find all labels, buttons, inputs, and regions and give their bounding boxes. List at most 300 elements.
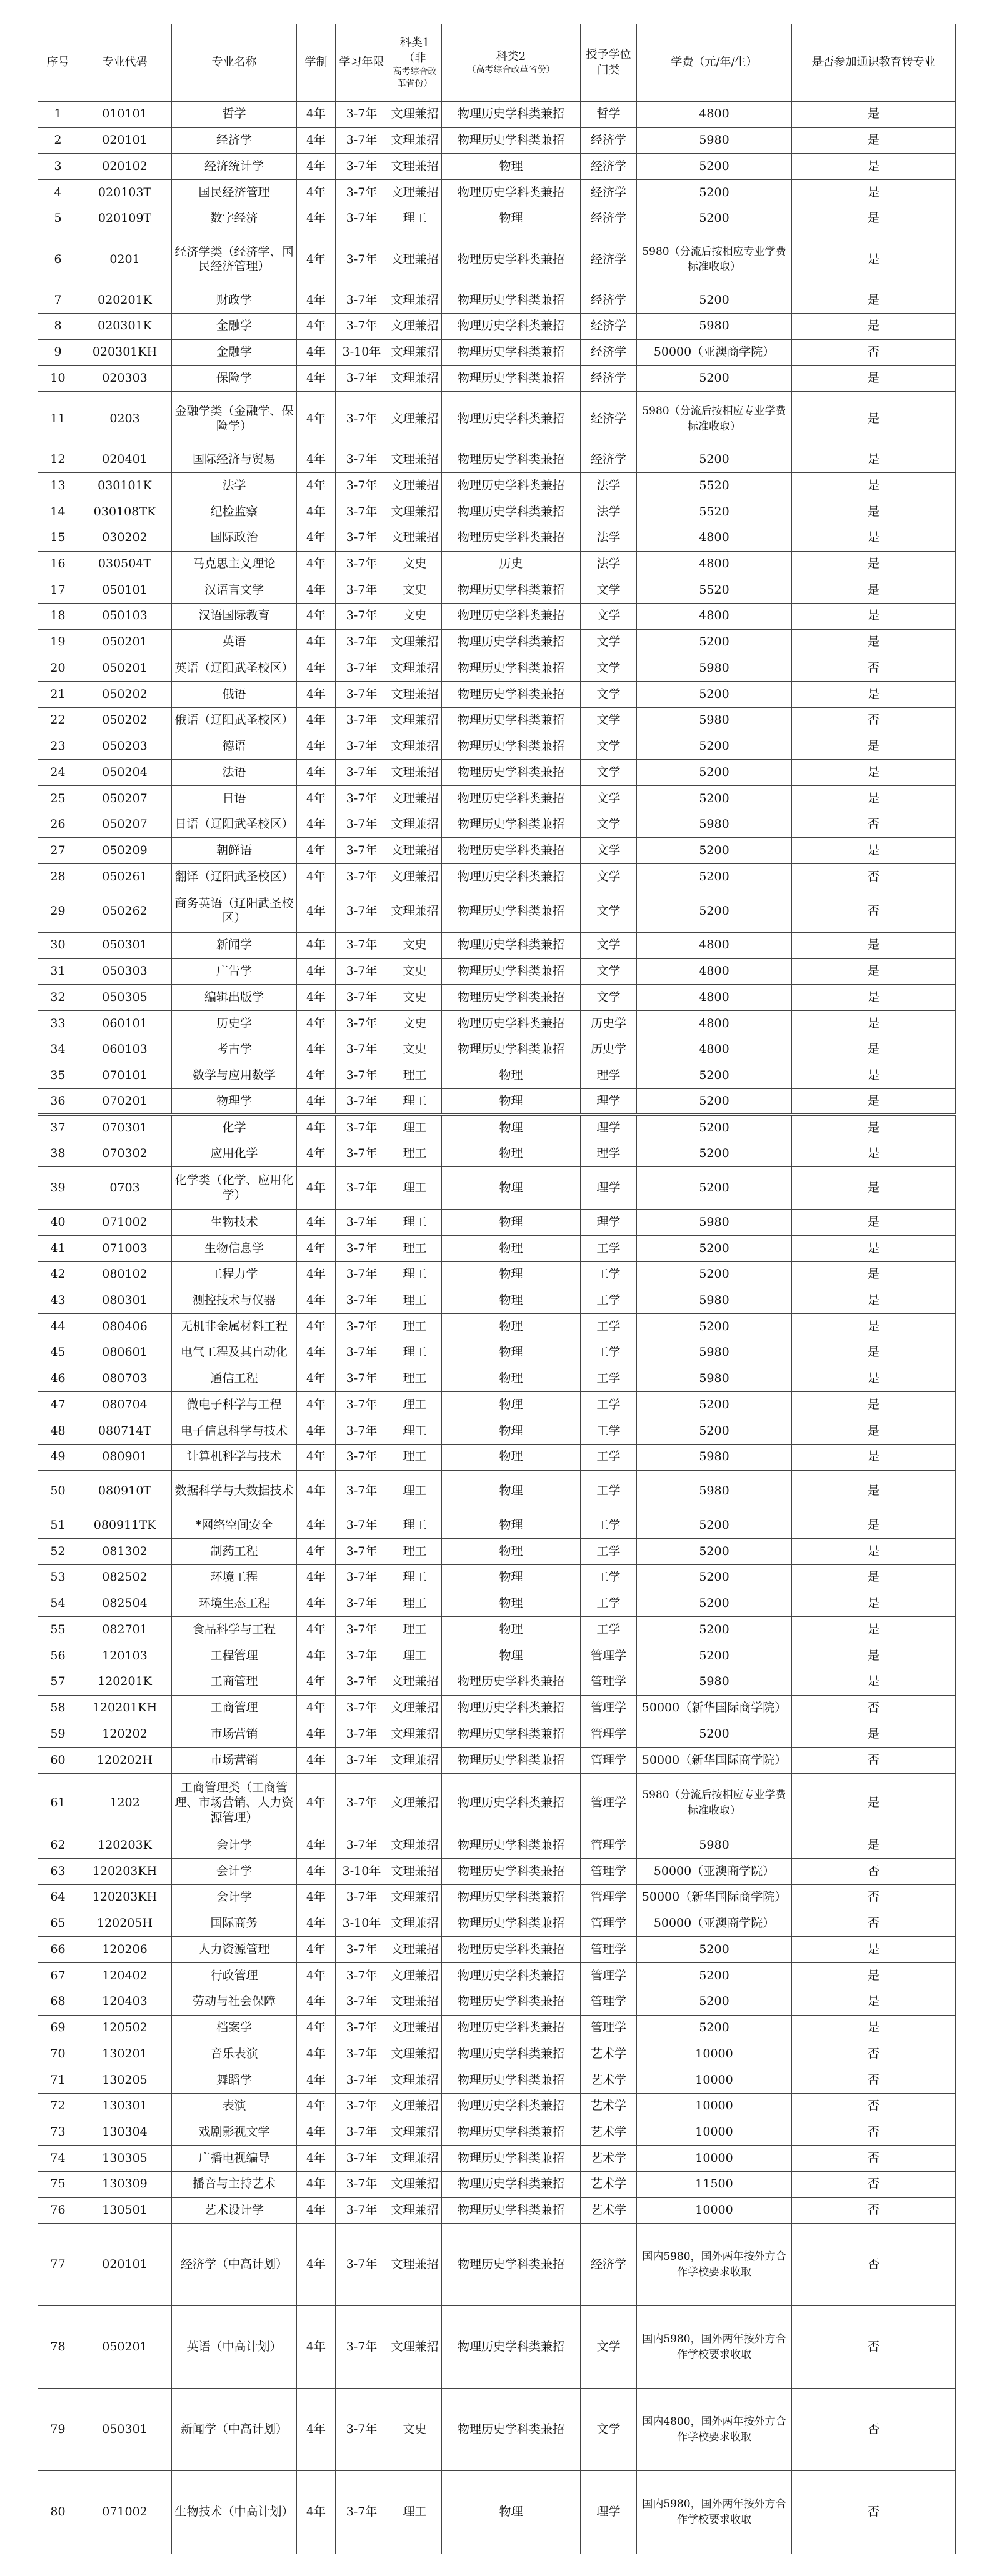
cell-code: 120203KH <box>78 1884 172 1911</box>
cell-name: 翻译（辽阳武圣校区） <box>172 864 297 890</box>
cell-seq: 71 <box>38 2067 78 2094</box>
cell-subject2: 物理历史学科类兼招 <box>442 1037 581 1063</box>
cell-fee: 5200 <box>637 287 792 314</box>
cell-subject1: 文理兼招 <box>388 339 442 366</box>
table-row <box>38 1911 956 1937</box>
cell-degree: 工学 <box>581 1418 637 1445</box>
cell-code: 080102 <box>78 1261 172 1288</box>
cell-subject2: 物理历史学科类兼招 <box>442 287 581 314</box>
cell-code: 071003 <box>78 1236 172 1262</box>
cell-subject2: 物理历史学科类兼招 <box>442 1911 581 1937</box>
cell-subject2: 物理历史学科类兼招 <box>442 2224 581 2306</box>
cell-subject1: 文理兼招 <box>388 1748 442 1774</box>
table-row <box>38 206 956 232</box>
cell-subject2: 物理 <box>442 1089 581 1115</box>
cell-subject2: 物理历史学科类兼招 <box>442 1963 581 1989</box>
table-row <box>38 655 956 682</box>
cell-seq: 7 <box>38 287 78 314</box>
cell-seq: 56 <box>38 1643 78 1669</box>
cell-transfer: 是 <box>792 1444 956 1470</box>
cell-subject1: 文史 <box>388 1037 442 1063</box>
cell-years: 3-7年 <box>336 154 388 180</box>
cell-fee: 5980 <box>637 1444 792 1470</box>
cell-transfer: 否 <box>792 2119 956 2146</box>
cell-subject2: 物理历史学科类兼招 <box>442 180 581 206</box>
cell-code: 120206 <box>78 1937 172 1963</box>
cell-subject1: 理工 <box>388 1392 442 1418</box>
cell-degree: 文学 <box>581 864 637 890</box>
cell-degree: 工学 <box>581 1470 637 1513</box>
cell-subject1: 文理兼招 <box>388 1911 442 1937</box>
cell-code: 060101 <box>78 1011 172 1037</box>
cell-code: 050201 <box>78 629 172 655</box>
table-row <box>38 2224 956 2306</box>
cell-seq: 4 <box>38 180 78 206</box>
cell-years: 3-10年 <box>336 1911 388 1937</box>
cell-name: 应用化学 <box>172 1141 297 1167</box>
cell-fee: 5200 <box>637 1721 792 1748</box>
table-row <box>38 2146 956 2172</box>
cell-system: 4年 <box>297 2389 336 2471</box>
cell-transfer: 是 <box>792 1037 956 1063</box>
header-name: 专业名称 <box>172 24 297 102</box>
cell-degree: 工学 <box>581 1340 637 1366</box>
cell-code: 130301 <box>78 2093 172 2119</box>
cell-subject2: 物理 <box>442 206 581 232</box>
cell-degree: 文学 <box>581 2306 637 2389</box>
cell-code: 080703 <box>78 1366 172 1392</box>
cell-seq: 54 <box>38 1591 78 1617</box>
cell-code: 020103T <box>78 180 172 206</box>
cell-degree: 文学 <box>581 838 637 864</box>
cell-years: 3-7年 <box>336 1591 388 1617</box>
cell-code: 020301K <box>78 313 172 339</box>
cell-transfer: 是 <box>792 1115 956 1141</box>
cell-degree: 文学 <box>581 812 637 838</box>
cell-transfer: 是 <box>792 1418 956 1445</box>
cell-code: 070101 <box>78 1063 172 1089</box>
cell-code: 020102 <box>78 154 172 180</box>
cell-transfer: 是 <box>792 154 956 180</box>
cell-name: 数字经济 <box>172 206 297 232</box>
cell-subject1: 文理兼招 <box>388 707 442 734</box>
cell-system: 4年 <box>297 1470 336 1513</box>
cell-subject2: 物理 <box>442 1513 581 1539</box>
cell-code: 082504 <box>78 1591 172 1617</box>
cell-name: *网络空间安全 <box>172 1513 297 1539</box>
cell-subject1: 文理兼招 <box>388 2041 442 2067</box>
cell-name: 艺术设计学 <box>172 2197 297 2224</box>
header-system: 学制 <box>297 24 336 102</box>
cell-subject2: 物理历史学科类兼招 <box>442 2389 581 2471</box>
cell-system: 4年 <box>297 206 336 232</box>
table-row <box>38 1617 956 1643</box>
cell-subject1: 文理兼招 <box>388 287 442 314</box>
cell-subject1: 理工 <box>388 1340 442 1366</box>
cell-transfer: 是 <box>792 577 956 604</box>
table-row <box>38 1748 956 1774</box>
cell-name: 音乐表演 <box>172 2041 297 2067</box>
cell-subject1: 理工 <box>388 1617 442 1643</box>
cell-transfer: 是 <box>792 1963 956 1989</box>
cell-fee: 5980 <box>637 313 792 339</box>
table-row <box>38 2067 956 2094</box>
cell-seq: 12 <box>38 447 78 473</box>
cell-transfer: 是 <box>792 313 956 339</box>
table-row <box>38 1210 956 1236</box>
cell-transfer: 是 <box>792 366 956 392</box>
cell-name: 考古学 <box>172 1037 297 1063</box>
cell-subject1: 文理兼招 <box>388 127 442 154</box>
cell-code: 020303 <box>78 366 172 392</box>
cell-code: 030108TK <box>78 499 172 525</box>
cell-fee: 4800 <box>637 932 792 958</box>
cell-years: 3-7年 <box>336 707 388 734</box>
cell-subject2: 物理历史学科类兼招 <box>442 838 581 864</box>
table-row <box>38 1513 956 1539</box>
cell-code: 120202 <box>78 1721 172 1748</box>
cell-subject1: 理工 <box>388 1591 442 1617</box>
cell-subject2: 物理 <box>442 1340 581 1366</box>
cell-fee: 50000（新华国际商学院） <box>637 1884 792 1911</box>
cell-system: 4年 <box>297 1444 336 1470</box>
cell-seq: 9 <box>38 339 78 366</box>
cell-years: 3-10年 <box>336 1859 388 1885</box>
cell-system: 4年 <box>297 655 336 682</box>
cell-subject2: 物理历史学科类兼招 <box>442 1721 581 1748</box>
cell-seq: 61 <box>38 1773 78 1833</box>
cell-code: 070301 <box>78 1115 172 1141</box>
cell-subject1: 文理兼招 <box>388 2119 442 2146</box>
cell-seq: 57 <box>38 1669 78 1695</box>
cell-subject2: 物理历史学科类兼招 <box>442 313 581 339</box>
table-row <box>38 127 956 154</box>
cell-fee: 10000 <box>637 2119 792 2146</box>
cell-name: 经济学 <box>172 127 297 154</box>
cell-code: 120201K <box>78 1669 172 1695</box>
cell-code: 050261 <box>78 864 172 890</box>
cell-transfer: 是 <box>792 1089 956 1115</box>
cell-code: 0703 <box>78 1167 172 1210</box>
table-row <box>38 1037 956 1063</box>
table-row <box>38 1314 956 1340</box>
cell-transfer: 是 <box>792 958 956 985</box>
cell-fee: 5980 <box>637 1669 792 1695</box>
cell-system: 4年 <box>297 682 336 708</box>
cell-degree: 管理学 <box>581 1721 637 1748</box>
cell-degree: 文学 <box>581 2389 637 2471</box>
cell-subject2: 物理 <box>442 1167 581 1210</box>
cell-subject2: 物理历史学科类兼招 <box>442 707 581 734</box>
cell-subject1: 文理兼招 <box>388 864 442 890</box>
cell-subject2: 物理历史学科类兼招 <box>442 339 581 366</box>
table-row <box>38 1115 956 1141</box>
cell-years: 3-7年 <box>336 2471 388 2554</box>
cell-degree: 法学 <box>581 525 637 551</box>
cell-code: 080601 <box>78 1340 172 1366</box>
cell-subject1: 文理兼招 <box>388 366 442 392</box>
cell-transfer: 是 <box>792 1989 956 2015</box>
cell-fee: 5200 <box>637 1236 792 1262</box>
cell-code: 050207 <box>78 812 172 838</box>
cell-years: 3-10年 <box>336 339 388 366</box>
cell-transfer: 否 <box>792 2197 956 2224</box>
cell-seq: 32 <box>38 985 78 1011</box>
cell-transfer: 否 <box>792 812 956 838</box>
cell-subject1: 理工 <box>388 2471 442 2554</box>
cell-degree: 文学 <box>581 734 637 760</box>
header-seq: 序号 <box>38 24 78 102</box>
cell-fee: 50000（新华国际商学院） <box>637 1695 792 1721</box>
cell-code: 020101 <box>78 2224 172 2306</box>
cell-name: 德语 <box>172 734 297 760</box>
cell-years: 3-7年 <box>336 2197 388 2224</box>
cell-code: 130304 <box>78 2119 172 2146</box>
cell-transfer: 否 <box>792 655 956 682</box>
cell-degree: 工学 <box>581 1565 637 1591</box>
cell-fee: 5200 <box>637 682 792 708</box>
cell-degree: 管理学 <box>581 1773 637 1833</box>
cell-transfer: 否 <box>792 2093 956 2119</box>
cell-subject1: 理工 <box>388 1167 442 1210</box>
cell-code: 0203 <box>78 392 172 447</box>
table-row <box>38 707 956 734</box>
cell-transfer: 是 <box>792 1288 956 1314</box>
cell-system: 4年 <box>297 786 336 812</box>
cell-name: 财政学 <box>172 287 297 314</box>
cell-system: 4年 <box>297 1911 336 1937</box>
cell-fee: 国内4800，国外两年按外方合作学校要求收取 <box>637 2389 792 2471</box>
cell-system: 4年 <box>297 1859 336 1885</box>
cell-subject1: 文理兼招 <box>388 1884 442 1911</box>
cell-fee: 4800 <box>637 604 792 630</box>
cell-transfer: 是 <box>792 1314 956 1340</box>
table-row <box>38 1884 956 1911</box>
cell-subject1: 文理兼招 <box>388 525 442 551</box>
cell-seq: 69 <box>38 2015 78 2041</box>
cell-years: 3-7年 <box>336 1643 388 1669</box>
header-subject1-sub: 高考综合改革省份） <box>393 66 437 89</box>
cell-subject1: 文理兼招 <box>388 838 442 864</box>
cell-system: 4年 <box>297 447 336 473</box>
cell-transfer: 是 <box>792 102 956 128</box>
cell-fee: 5980 <box>637 1288 792 1314</box>
cell-name: 工商管理 <box>172 1669 297 1695</box>
cell-years: 3-7年 <box>336 629 388 655</box>
cell-code: 080714T <box>78 1418 172 1445</box>
table-row <box>38 499 956 525</box>
cell-name: 编辑出版学 <box>172 985 297 1011</box>
cell-name: 新闻学 <box>172 932 297 958</box>
cell-years: 3-7年 <box>336 2224 388 2306</box>
cell-degree: 法学 <box>581 473 637 499</box>
cell-code: 130309 <box>78 2171 172 2197</box>
cell-fee: 10000 <box>637 2197 792 2224</box>
cell-subject1: 文理兼招 <box>388 2306 442 2389</box>
cell-seq: 75 <box>38 2171 78 2197</box>
cell-fee: 5200 <box>637 864 792 890</box>
cell-fee: 5200 <box>637 760 792 786</box>
cell-years: 3-7年 <box>336 1721 388 1748</box>
cell-code: 020201K <box>78 287 172 314</box>
cell-degree: 经济学 <box>581 127 637 154</box>
cell-subject2: 物理历史学科类兼招 <box>442 682 581 708</box>
cell-fee: 5200 <box>637 838 792 864</box>
cell-system: 4年 <box>297 1115 336 1141</box>
cell-years: 3-7年 <box>336 1261 388 1288</box>
cell-seq: 25 <box>38 786 78 812</box>
cell-fee: 5200 <box>637 447 792 473</box>
cell-fee: 5980（分流后按相应专业学费标准收取） <box>637 1773 792 1833</box>
cell-subject2: 物理历史学科类兼招 <box>442 2306 581 2389</box>
cell-subject1: 文理兼招 <box>388 2067 442 2094</box>
table-row <box>38 2306 956 2389</box>
cell-transfer: 是 <box>792 1643 956 1669</box>
table-row <box>38 864 956 890</box>
table-row <box>38 604 956 630</box>
cell-degree: 工学 <box>581 1591 637 1617</box>
cell-subject2: 物理历史学科类兼招 <box>442 2093 581 2119</box>
cell-name: 食品科学与工程 <box>172 1617 297 1643</box>
table-row <box>38 473 956 499</box>
cell-years: 3-7年 <box>336 1063 388 1089</box>
header-degree: 授予学位门类 <box>581 24 637 102</box>
cell-degree: 文学 <box>581 629 637 655</box>
cell-seq: 72 <box>38 2093 78 2119</box>
cell-subject1: 文理兼招 <box>388 1963 442 1989</box>
cell-degree: 历史学 <box>581 1037 637 1063</box>
cell-name: 生物技术 <box>172 1210 297 1236</box>
cell-degree: 文学 <box>581 760 637 786</box>
cell-years: 3-7年 <box>336 1167 388 1210</box>
cell-subject2: 物理历史学科类兼招 <box>442 1833 581 1859</box>
table-row <box>38 1141 956 1167</box>
cell-degree: 理学 <box>581 1210 637 1236</box>
cell-fee: 5200 <box>637 1963 792 1989</box>
table-row <box>38 1591 956 1617</box>
cell-seq: 37 <box>38 1115 78 1141</box>
cell-system: 4年 <box>297 473 336 499</box>
cell-transfer: 否 <box>792 864 956 890</box>
cell-subject2: 物理历史学科类兼招 <box>442 932 581 958</box>
cell-transfer: 否 <box>792 1884 956 1911</box>
table-row <box>38 1288 956 1314</box>
cell-degree: 艺术学 <box>581 2171 637 2197</box>
cell-name: 通信工程 <box>172 1366 297 1392</box>
table-row <box>38 232 956 287</box>
cell-years: 3-7年 <box>336 447 388 473</box>
cell-name: 工程管理 <box>172 1643 297 1669</box>
cell-subject1: 文理兼招 <box>388 812 442 838</box>
cell-degree: 理学 <box>581 1141 637 1167</box>
cell-system: 4年 <box>297 760 336 786</box>
table-row <box>38 366 956 392</box>
cell-fee: 5200 <box>637 1392 792 1418</box>
cell-fee: 50000（亚澳商学院） <box>637 1911 792 1937</box>
cell-code: 080901 <box>78 1444 172 1470</box>
cell-system: 4年 <box>297 366 336 392</box>
table-row <box>38 1366 956 1392</box>
cell-fee: 5980 <box>637 127 792 154</box>
table-row <box>38 1695 956 1721</box>
cell-system: 4年 <box>297 734 336 760</box>
cell-years: 3-7年 <box>336 1963 388 1989</box>
cell-subject2: 物理历史学科类兼招 <box>442 2146 581 2172</box>
cell-system: 4年 <box>297 1167 336 1210</box>
cell-code: 050201 <box>78 2306 172 2389</box>
header-transfer: 是否参加通识教育转专业 <box>792 24 956 102</box>
cell-subject2: 物理历史学科类兼招 <box>442 1011 581 1037</box>
cell-years: 3-7年 <box>336 1141 388 1167</box>
cell-seq: 13 <box>38 473 78 499</box>
cell-subject2: 物理 <box>442 1288 581 1314</box>
cell-system: 4年 <box>297 1591 336 1617</box>
cell-seq: 79 <box>38 2389 78 2471</box>
table-row <box>38 812 956 838</box>
cell-subject1: 理工 <box>388 1418 442 1445</box>
cell-system: 4年 <box>297 2197 336 2224</box>
cell-name: 法学 <box>172 473 297 499</box>
table-row <box>38 629 956 655</box>
cell-system: 4年 <box>297 629 336 655</box>
cell-degree: 文学 <box>581 604 637 630</box>
cell-subject1: 理工 <box>388 1089 442 1115</box>
cell-code: 010101 <box>78 102 172 128</box>
cell-seq: 33 <box>38 1011 78 1037</box>
cell-name: 会计学 <box>172 1859 297 1885</box>
cell-fee: 国内5980，国外两年按外方合作学校要求收取 <box>637 2306 792 2389</box>
cell-system: 4年 <box>297 1089 336 1115</box>
cell-system: 4年 <box>297 180 336 206</box>
cell-name: 朝鲜语 <box>172 838 297 864</box>
cell-transfer: 是 <box>792 838 956 864</box>
cell-system: 4年 <box>297 1314 336 1340</box>
table-row <box>38 1470 956 1513</box>
cell-subject1: 理工 <box>388 1314 442 1340</box>
cell-name: 戏剧影视文学 <box>172 2119 297 2146</box>
cell-seq: 42 <box>38 1261 78 1288</box>
cell-name: 市场营销 <box>172 1748 297 1774</box>
cell-years: 3-7年 <box>336 2146 388 2172</box>
cell-transfer: 是 <box>792 499 956 525</box>
cell-seq: 48 <box>38 1418 78 1445</box>
table-row <box>38 2015 956 2041</box>
cell-seq: 63 <box>38 1859 78 1885</box>
cell-years: 3-7年 <box>336 2093 388 2119</box>
cell-years: 3-7年 <box>336 760 388 786</box>
cell-system: 4年 <box>297 232 336 287</box>
table-header-row <box>38 24 956 102</box>
cell-seq: 59 <box>38 1721 78 1748</box>
cell-seq: 3 <box>38 154 78 180</box>
cell-subject2: 物理历史学科类兼招 <box>442 2197 581 2224</box>
cell-name: 保险学 <box>172 366 297 392</box>
cell-transfer: 是 <box>792 1011 956 1037</box>
cell-subject2: 物理 <box>442 1115 581 1141</box>
cell-code: 080406 <box>78 1314 172 1340</box>
cell-degree: 艺术学 <box>581 2197 637 2224</box>
table-row <box>38 1236 956 1262</box>
cell-system: 4年 <box>297 864 336 890</box>
cell-transfer: 是 <box>792 392 956 447</box>
cell-degree: 文学 <box>581 958 637 985</box>
cell-name: 市场营销 <box>172 1721 297 1748</box>
cell-seq: 14 <box>38 499 78 525</box>
cell-name: 经济学（中高计划） <box>172 2224 297 2306</box>
cell-fee: 5980 <box>637 1833 792 1859</box>
header-years: 学习年限 <box>336 24 388 102</box>
cell-subject2: 物理 <box>442 1444 581 1470</box>
